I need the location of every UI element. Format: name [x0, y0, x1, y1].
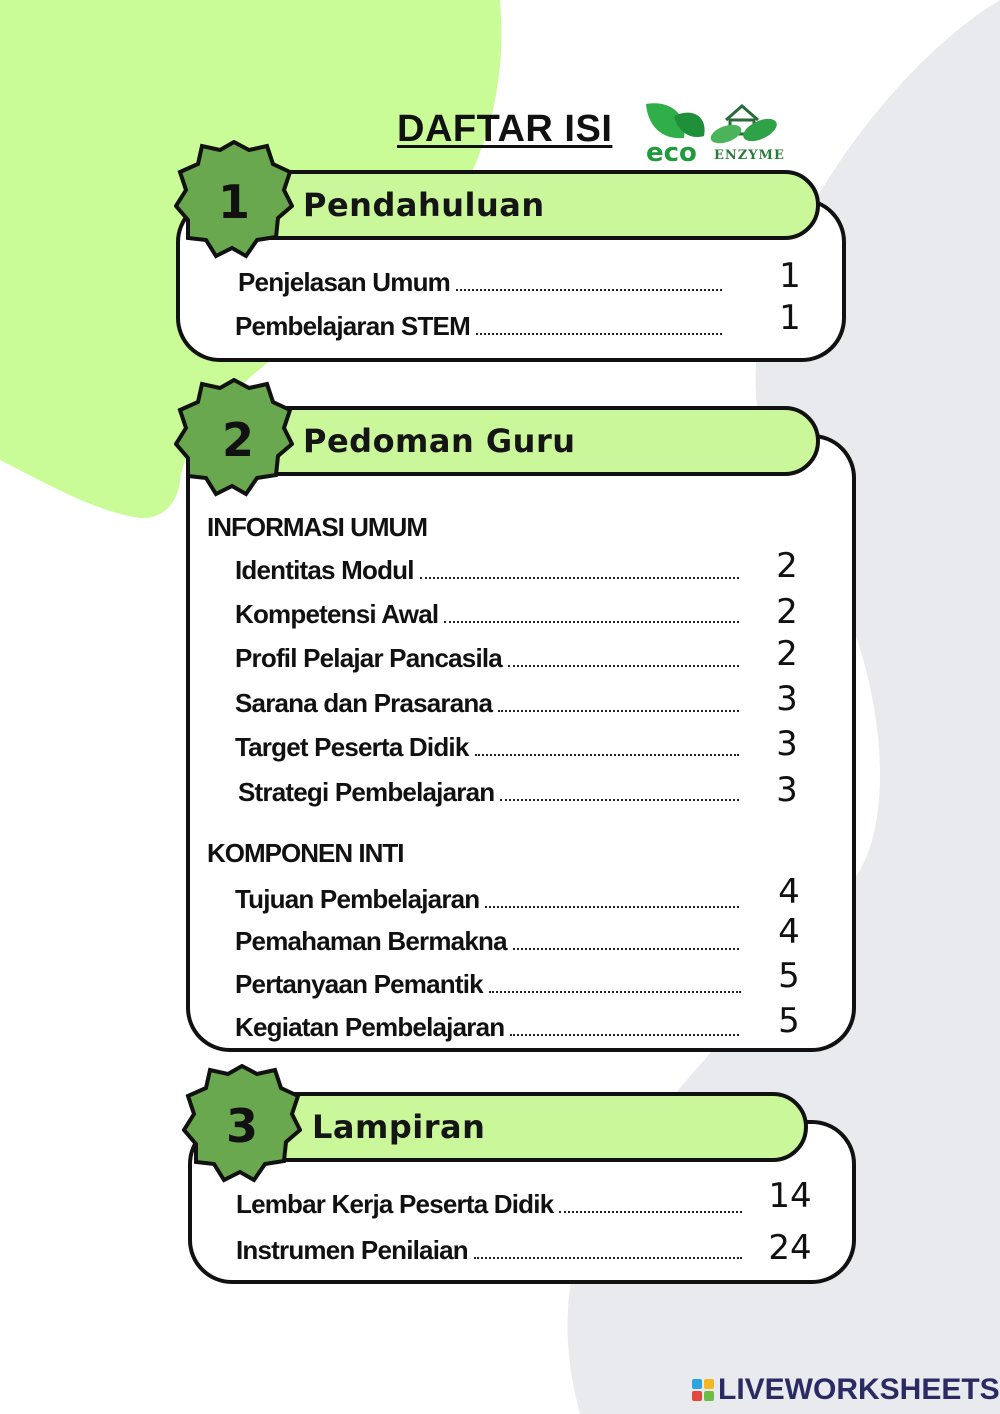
- toc-entry-label: Kegiatan Pembelajaran: [235, 1012, 505, 1042]
- toc-entry[interactable]: [236, 1230, 748, 1266]
- toc-page-number: 4: [778, 912, 800, 952]
- toc-entry-label: Pertanyaan Pemantik: [235, 969, 483, 999]
- toc-entry[interactable]: [236, 1184, 748, 1220]
- toc-entry-label: Sarana dan Prasarana: [235, 688, 493, 718]
- dot-leader: [498, 710, 739, 712]
- toc-entry[interactable]: [238, 262, 728, 298]
- section-3-number: 3: [225, 1099, 258, 1153]
- dot-leader: [474, 1257, 742, 1259]
- toc-entry-label: Penjelasan Umum: [238, 267, 450, 297]
- toc-page-number: 1: [779, 298, 801, 338]
- dot-leader: [420, 577, 739, 579]
- dot-leader: [444, 621, 739, 623]
- toc-page-number: 14: [768, 1176, 812, 1216]
- dot-leader: [508, 665, 739, 667]
- toc-entry[interactable]: [235, 683, 745, 719]
- section-1-number: 1: [217, 175, 250, 229]
- eco-enzyme-logo: [638, 98, 798, 170]
- dot-leader: [489, 991, 741, 993]
- toc-page-number: 2: [776, 592, 798, 632]
- toc-entry[interactable]: [235, 879, 745, 915]
- logo-enzyme-text: ENZYME: [714, 148, 785, 163]
- toc-entry-label: Identitas Modul: [235, 555, 414, 585]
- dot-leader: [513, 948, 739, 950]
- toc-entry-label: Pembelajaran STEM: [235, 311, 470, 341]
- toc-entry-label: Pemahaman Bermakna: [235, 926, 507, 956]
- dot-leader: [475, 754, 739, 756]
- toc-entry[interactable]: [238, 772, 745, 808]
- logo-eco-text: eco: [646, 138, 697, 168]
- dot-leader: [510, 1034, 739, 1036]
- toc-entry-label: Kompetensi Awal: [235, 599, 439, 629]
- toc-page-number: 5: [778, 956, 800, 996]
- toc-page-number: 2: [776, 546, 798, 586]
- page-title: DAFTAR ISI: [397, 108, 613, 150]
- section-1-heading: Pendahuluan: [303, 186, 545, 224]
- toc-entry[interactable]: [235, 964, 747, 1000]
- toc-entry[interactable]: [235, 638, 745, 674]
- toc-page-number: 5: [778, 1001, 800, 1041]
- toc-entry[interactable]: [235, 727, 745, 763]
- toc-page-number: 24: [768, 1228, 812, 1268]
- section-2-heading: Pedoman Guru: [303, 422, 576, 460]
- section-2-number: 2: [221, 413, 254, 467]
- toc-page-number: 3: [776, 679, 798, 719]
- liveworksheets-watermark: [692, 1373, 1000, 1407]
- toc-page-number: 2: [776, 634, 798, 674]
- toc-page-number: 1: [779, 256, 801, 296]
- toc-page-number: 4: [778, 872, 800, 912]
- dot-leader: [456, 289, 722, 291]
- toc-entry-label: Target Peserta Didik: [235, 732, 469, 762]
- dot-leader: [476, 333, 722, 335]
- section-3-heading: Lampiran: [312, 1108, 486, 1146]
- toc-entry[interactable]: [235, 1007, 745, 1043]
- toc-entry[interactable]: [235, 550, 745, 586]
- toc-page-number: 3: [776, 770, 798, 810]
- group-title-komponen-inti: KOMPONEN INTI: [207, 838, 404, 868]
- toc-entry[interactable]: [235, 921, 745, 957]
- watermark-text: LIVEWORKSHEETS: [718, 1373, 1000, 1406]
- toc-entry-label: Tujuan Pembelajaran: [235, 884, 480, 914]
- dot-leader: [500, 799, 739, 801]
- dot-leader: [485, 906, 739, 908]
- dot-leader: [559, 1211, 742, 1213]
- toc-entry-label: Strategi Pembelajaran: [238, 777, 495, 807]
- toc-entry-label: Instrumen Penilaian: [236, 1235, 468, 1265]
- toc-entry-label: Profil Pelajar Pancasila: [235, 643, 502, 673]
- toc-entry-label: Lembar Kerja Peserta Didik: [236, 1189, 554, 1219]
- toc-page-number: 3: [776, 724, 798, 764]
- toc-entry[interactable]: [235, 306, 728, 342]
- toc-entry[interactable]: [235, 594, 745, 630]
- group-title-informasi-umum: INFORMASI UMUM: [207, 512, 427, 542]
- liveworksheets-logo-icon: [692, 1379, 714, 1401]
